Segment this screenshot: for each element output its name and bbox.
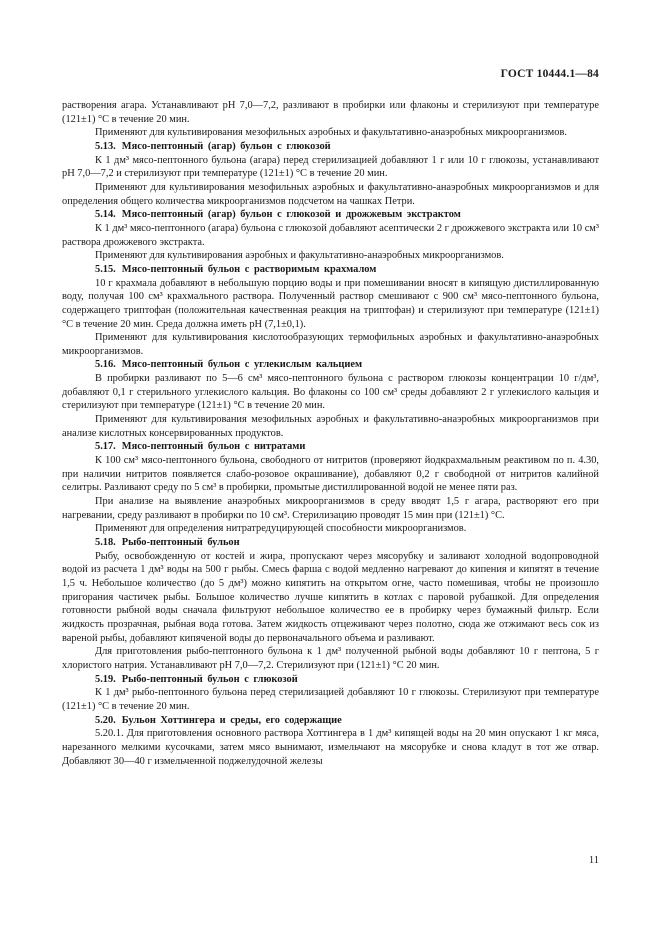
- section-title: Бульон Хоттингера и среды, его содержащие: [121, 714, 342, 726]
- section-heading: [62, 440, 599, 454]
- section-title: Мясо-пептонный бульон с нитратами: [121, 441, 306, 453]
- section-number: 5.16.: [95, 359, 116, 371]
- paragraph: Применяют для культивирования аэробных и факультативно-анаэробных микроорганизмов.: [95, 250, 504, 262]
- paragraph: Рыбу, освобожденную от костей и жира, пропускают через мясорубку и заливают холодной водопроводной водой из расчета 1 дм³ воды на 500 г рыбы. Смесь фарша с водой медленно нагревают до кипения и кипятят в течение 1,5 ч. Небольшое количество (до 5 дм³) можно кипятить на открытом огне, часто помешивая, чтобы не произошло пригорания частичек рыбы. Большое количество лучше кипятить в котлах с паровой рубашкой. Для определения готовности рыбной воды сначала фильтруют небольшое количество ее в пробирку через бумажный фильтр. Если жидкость прозрачная, рыбная вода готова. Затем жидкость отцеживают через полотно, сюда же отжимают весь сок из вареной рыбы, добавляют кипяченой воды до первоначального объема и разливают.: [62, 550, 599, 644]
- section-title: Рыбо-пептонный бульон: [121, 537, 240, 548]
- section-number: 5.20.: [95, 714, 116, 726]
- section-heading: [62, 140, 599, 154]
- paragraph: При анализе на выявление анаэробных микроорганизмов в среду вводят 1,5 г агара, растворяют его при нагревании, среду разливают в пробирки по 10 см³. Стерилизацию проводят 15 мин при (121±1) °С.: [62, 496, 599, 521]
- paragraph: Применяют для определения нитратредуцирующей способности микроорганизмов.: [95, 523, 467, 535]
- section-heading: [62, 358, 599, 372]
- paragraph: 5.20.1. Для приготовления основного раствора Хоттингера в 1 дм³ кипящей воды на 20 мин опускают 1 кг мяса, нарезанного мелкими кусочками, затем мясо вынимают, измельчают на мясорубке и снова кладут в тот же отвар. Добавляют 30—40 г измельченной поджелудочной железы: [62, 728, 599, 767]
- section-heading: [62, 263, 599, 277]
- paragraph: К 100 см³ мясо-пептонного бульона, свободного от нитритов (проверяют йодкрахмальным реактивом по п. 4.30, при наличии нитритов появляется слабо-розовое окрашивание), добавляют 0,2 г свободной от нитритов калийной селитры. Разливают среду по 5 см³ в пробирки, промытые дистиллированной водой не менее пяти раз.: [62, 455, 599, 494]
- section-number: 5.15.: [95, 263, 116, 275]
- paragraph: 10 г крахмала добавляют в небольшую порцию воды и при помешивании вносят в кипящую дистиллированную воду, получая 100 см³ крахмального раствора. Полученный раствор смешивают с 900 см³ мясо-пептонного бульона, содержащего триптофан (положительная качественная реакция на триптофан) и стерилизуют при температуре (121±1) °С в течение 20 мин. Среда должна иметь рН (7,1±0,1).: [62, 277, 599, 330]
- standard-number: ГОСТ 10444.1—84: [500, 68, 599, 80]
- section-title: Мясо-пептонный бульон с углекислым кальцием: [121, 359, 363, 371]
- section-heading: [62, 536, 599, 550]
- document-body: [62, 99, 599, 768]
- section-title: Мясо-пептонный бульон с растворимым крахмалом: [121, 263, 377, 275]
- section-number: 5.13.: [95, 140, 116, 152]
- paragraph: растворения агара. Устанавливают рН 7,0—7,2, разливают в пробирки или флаконы и стерилизуют при температуре (121±1) °С в течение 20 мин.: [62, 100, 599, 125]
- page-number: 11: [588, 855, 599, 866]
- paragraph: К 1 дм³ рыбо-пептонного бульона перед стерилизацией добавляют 10 г глюкозы. Стерилизуют при температуре (121±1) °С в течение 20 мин.: [62, 687, 599, 712]
- paragraph: Применяют для культивирования мезофильных аэробных и факультативно-анаэробных микроорганизмов.: [95, 127, 567, 139]
- section-number: 5.19.: [95, 673, 116, 685]
- section-heading: [62, 714, 599, 728]
- paragraph: Для приготовления рыбо-пептонного бульона к 1 дм³ полученной рыбной воды добавляют 10 г пептона, 5 г хлористого натрия. Устанавливают рН 7,0—7,2. Стерилизуют при (121±1) °С 20 мин.: [62, 646, 599, 671]
- paragraph: Применяют для культивирования кислотообразующих термофильных аэробных и факультативно-анаэробных микроорганизмов.: [62, 332, 599, 357]
- paragraph: К 1 дм³ мясо-пептонного бульона (агара) перед стерилизацией добавляют 1 г или 10 г глюкозы, устанавливают рН 7,0—7,2 и стерилизуют при температуре (121±1) °С в течение 20 мин.: [62, 154, 599, 180]
- document-header: [501, 68, 599, 80]
- section-heading: [62, 208, 599, 222]
- section-title: Рыбо-пептонный бульон с глюкозой: [121, 673, 298, 685]
- paragraph: Применяют для культивирования мезофильных аэробных и факультативно-анаэробных микроорганизмов и для определения общего количества микроорганизмов подсчетом на чашках Петри.: [62, 181, 599, 207]
- section-heading: [62, 673, 599, 687]
- section-number: 5.14.: [95, 209, 116, 221]
- section-title: Мясо-пептонный (агар) бульон с глюкозой и дрожжевым экстрактом: [121, 209, 461, 221]
- paragraph: Применяют для культивирования мезофильных аэробных и факультативно-анаэробных микроорганизмов при анализе кислотных консервированных продуктов.: [62, 414, 599, 439]
- section-number: 5.17.: [95, 441, 116, 453]
- section-title: Мясо-пептонный (агар) бульон с глюкозой: [121, 140, 331, 152]
- paragraph: К 1 дм³ мясо-пептонного (агара) бульона с глюкозой добавляют асептически 2 г дрожжевого экстракта или 10 см³ раствора дрожжевого экстракта.: [62, 222, 599, 248]
- paragraph: В пробирки разливают по 5—6 см³ мясо-пептонного бульона с раствором глюкозы концентрации 10 г/дм³, добавляют 0,1 г стерильного углекислого кальция. Во флаконы со 100 см³ среды добавляют 2 г углекислого кальция и стерилизуют при температуре (121±1) °С в течение 20 мин.: [62, 373, 599, 412]
- section-number: 5.18.: [95, 537, 116, 548]
